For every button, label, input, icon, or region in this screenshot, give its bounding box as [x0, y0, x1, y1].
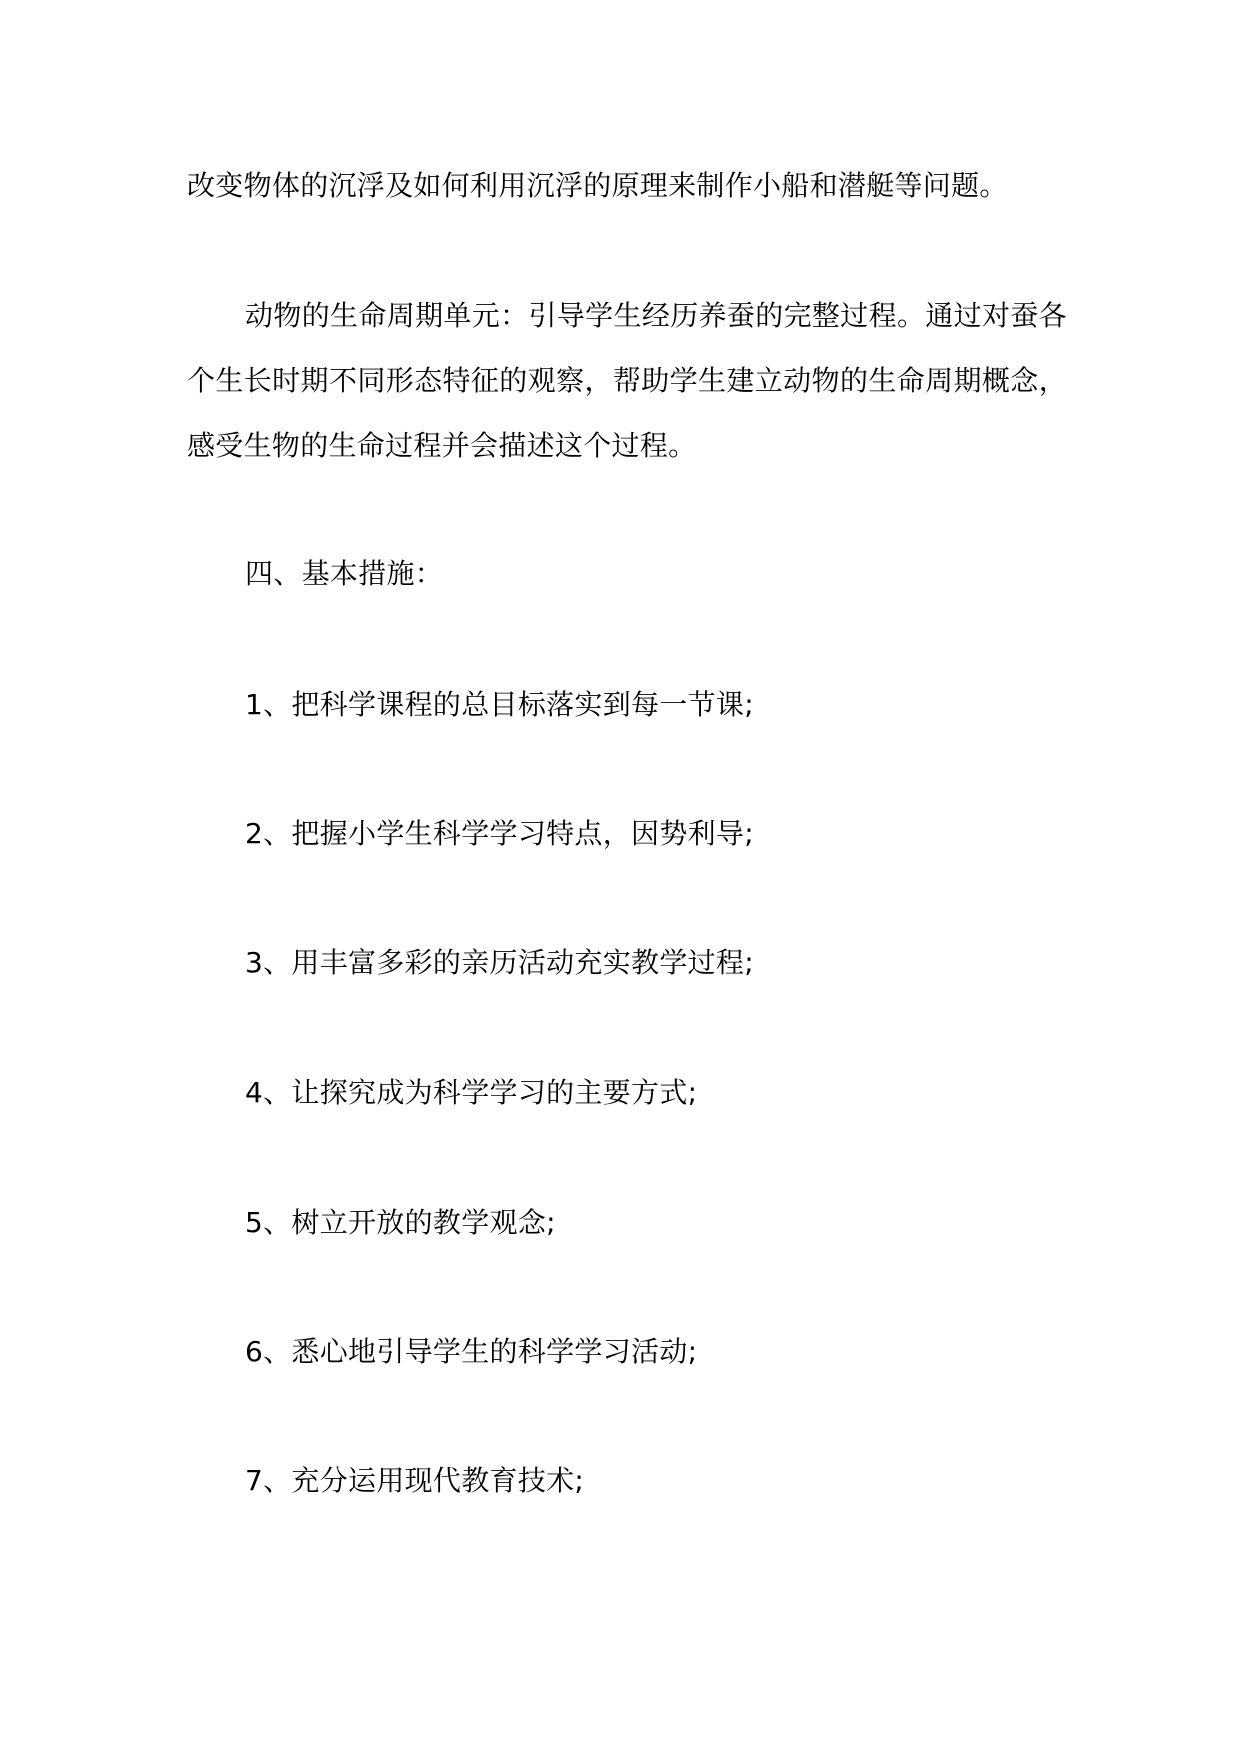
- continuation-line: 改变物体的沉浮及如何利用沉浮的原理来制作小船和潜艇等问题。: [187, 169, 1008, 202]
- measure-item-4: 4、让探究成为科学学习的主要方式;: [245, 1076, 698, 1109]
- animal-life-cycle-paragraph: 动物的生命周期单元：引导学生经历养蚕的完整过程。通过对蚕各个生长时期不同形态特征的观察，帮助学生建立动物的生命周期概念，感受生物的生命过程并会描述这个过程。: [187, 299, 1067, 462]
- measure-item-1: 1、把科学课程的总目标落实到每一节课;: [245, 688, 754, 721]
- measure-item-2: 2、把握小学生科学学习特点，因势利导;: [245, 817, 754, 850]
- measure-item-3: 3、用丰富多彩的亲历活动充实教学过程;: [245, 946, 754, 979]
- measure-item-6: 6、悉心地引导学生的科学学习活动;: [245, 1335, 698, 1368]
- section-heading: 四、基本措施：: [245, 557, 444, 590]
- measure-item-5: 5、树立开放的教学观念;: [245, 1206, 556, 1239]
- measure-item-7: 7、充分运用现代教育技术;: [245, 1464, 585, 1497]
